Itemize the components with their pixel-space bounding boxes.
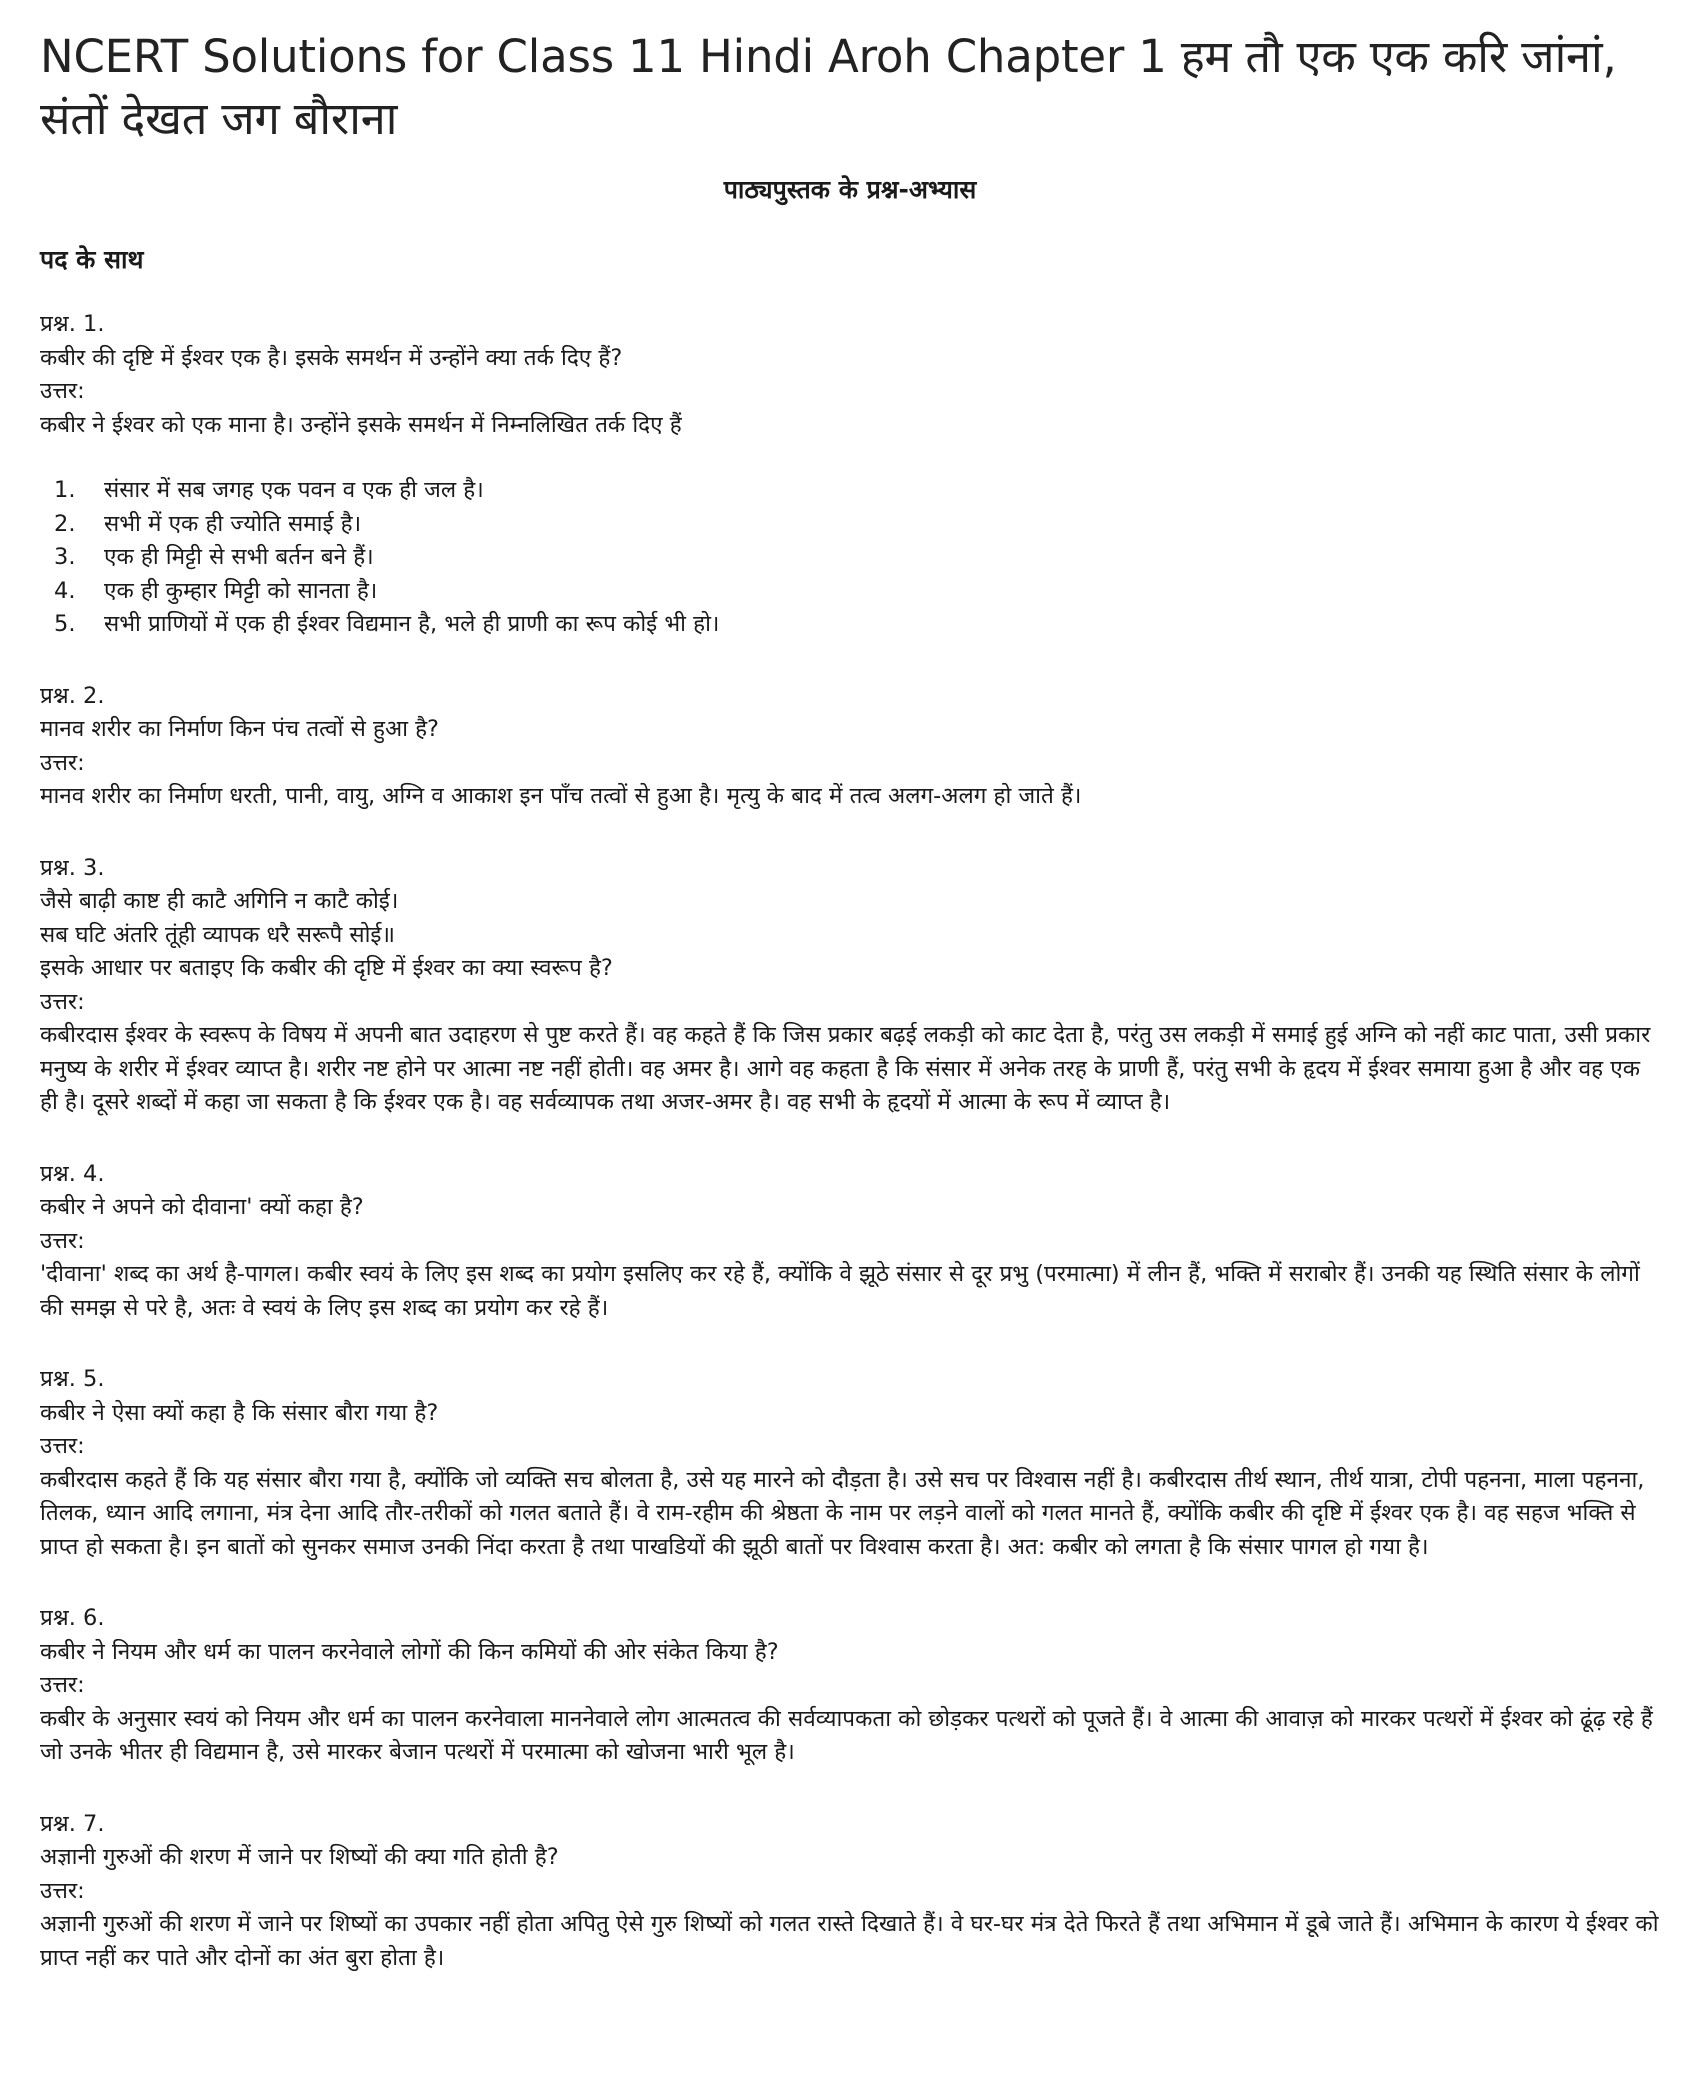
list-item (40, 508, 1660, 542)
question-label: प्रश्न. 3. (40, 854, 105, 881)
list-item-text: एक ही कुम्हार मिट्टी को सानता है। (104, 577, 378, 604)
list-item-text: सभी में एक ही ज्योति समाई है। (104, 510, 362, 537)
list-item (40, 474, 1660, 508)
answer-text: कबीरदास ईश्वर के स्वरूप के विषय में अपनी बात उदाहरण से पुष्ट करते हैं। वह कहते हैं कि जिस प्रकार बढ़ई लकड़ी को काट देता है, परंतु उस लकड़ी में समाई हुई अग्नि को नहीं काट पाता, उसी प्रकार मनुष्य के शरीर में ईश्वर व्याप्त है। शरीर नष्ट होने पर आत्मा नष्ट नहीं होती। वह अमर है। आगे वह कहता है कि संसार में अनेक तरह के प्राणी हैं, परंतु सभी के हृदय में ईश्वर समाया हुआ है और वह एक ही है। दूसरे शब्दों में कहा जा सकता है कि ईश्वर एक है। वह सर्वव्यापक तथा अजर-अमर है। वह सभी के हृदयों में आत्मा के रूप में व्याप्त है। (40, 1022, 1651, 1115)
list-item (40, 608, 1660, 642)
verse-line-2: सब घटि अंतरि तूंही व्यापक धरै सरूपै सोई॥ (40, 921, 395, 948)
question-block-3 (40, 852, 1660, 1120)
question-text: मानव शरीर का निर्माण किन पंच तत्वों से हुआ है? (40, 716, 439, 742)
answer-point-list (40, 474, 1660, 642)
verse-line-1: जैसे बाढ़ी काष्ट ही काटै अगिनि न काटै कोई। (40, 888, 399, 914)
question-label: प्रश्न. 2. (40, 682, 105, 709)
question-label: प्रश्न. 5. (40, 1366, 105, 1392)
answer-label: उत्तर: (40, 988, 85, 1015)
question-label: प्रश्न. 6. (40, 1605, 105, 1631)
list-item (40, 541, 1660, 575)
question-text: कबीर ने अपने को दीवाना' क्यों कहा है? (40, 1194, 364, 1220)
answer-label: उत्तर: (40, 378, 85, 404)
question-text: अज्ञानी गुरुओं की शरण में जाने पर शिष्यों की क्या गति होती है? (40, 1844, 559, 1870)
list-item-number: 5. (54, 611, 76, 637)
page-subtitle: पाठ्यपुस्तक के प्रश्न-अभ्यास (723, 175, 977, 204)
list-item-text: सभी प्राणियों में एक ही ईश्वर विद्यमान है, भले ही प्राणी का रूप कोई भी हो। (104, 611, 720, 637)
answer-label: उत्तर: (40, 1227, 85, 1254)
answer-label: उत्तर: (40, 1877, 85, 1904)
answer-text: कबीर ने ईश्वर को एक माना है। उन्होंने इसके समर्थन में निम्नलिखित तर्क दिए हैं (40, 411, 682, 438)
question-label: प्रश्न. 4. (40, 1160, 105, 1187)
question-label: प्रश्न. 1. (40, 311, 105, 337)
question-text: कबीर की दृष्टि में ईश्वर एक है। इसके समर्थन में उन्होंने क्या तर्क दिए हैं? (40, 344, 623, 371)
list-item-number: 4. (54, 577, 76, 604)
answer-label: उत्तर: (40, 749, 85, 776)
answer-label: उत्तर: (40, 1433, 85, 1459)
question-block-5 (40, 1363, 1660, 1564)
question-block-1 (40, 308, 1660, 642)
answer-text: 'दीवाना' शब्द का अर्थ है-पागल। कबीर स्वयं के लिए इस शब्द का प्रयोग इसलिए कर रहे हैं, क्योंकि वे झूठे संसार से दूर प्रभु (परमात्मा) में लीन हैं, भक्ति में सराबोर हैं। उनकी यह स्थिति संसार के लोगों की समझ से परे है, अतः वे स्वयं के लिए इस शब्द का प्रयोग कर रहे हैं। (40, 1261, 1640, 1321)
question-text: कबीर ने ऐसा क्यों कहा है कि संसार बौरा गया है? (40, 1399, 439, 1426)
answer-label: उत्तर: (40, 1672, 85, 1698)
list-item-text: एक ही मिट्टी से सभी बर्तन बने हैं। (104, 544, 374, 570)
question-label: प्रश्न. 7. (40, 1810, 105, 1837)
list-item-number: 3. (54, 544, 76, 570)
page-title: NCERT Solutions for Class 11 Hindi Aroh Chapter 1 हम तौ एक एक करि जांनां, संतों देखत जग बौराना (40, 30, 1617, 145)
list-item-number: 1. (54, 477, 76, 503)
question-block-7 (40, 1808, 1660, 1976)
question-text: इसके आधार पर बताइए कि कबीर की दृष्टि में ईश्वर का क्या स्वरूप है? (40, 955, 613, 981)
answer-text: अज्ञानी गुरुओं की शरण में जाने पर शिष्यों का उपकार नहीं होता अपितु ऐसे गुरु शिष्यों को गलत रास्ते दिखाते हैं। वे घर-घर मंत्र देते फिरते हैं तथा अभिमान में डूबे जाते हैं। अभिमान के कारण ये ईश्वर को प्राप्त नहीं कर पाते और दोनों का अंत बुरा होता है। (40, 1911, 1659, 1971)
section-heading: पद के साथ (40, 245, 144, 274)
answer-text: मानव शरीर का निर्माण धरती, पानी, वायु, अग्नि व आकाश इन पाँच तत्वों से हुआ है। मृत्यु के बाद में तत्व अलग-अलग हो जाते हैं। (40, 783, 1082, 809)
list-item (40, 575, 1660, 609)
list-item-number: 2. (54, 510, 76, 537)
question-text: कबीर ने नियम और धर्म का पालन करनेवाले लोगों की किन कमियों की ओर संकेत किया है? (40, 1638, 779, 1665)
answer-text: कबीर के अनुसार स्वयं को नियम और धर्म का पालन करनेवाला माननेवाले लोग आत्मतत्व की सर्वव्यापकता को छोड़कर पत्थरों को पूजते हैं। वे आत्मा की आवाज़ को मारकर पत्थरों में ईश्वर को ढूंढ़ रहे हैं जो उनके भीतर ही विद्यमान है, उसे मारकर बेजान पत्थरों में परमात्मा को खोजना भारी भूल है। (40, 1705, 1653, 1765)
question-block-6 (40, 1602, 1660, 1770)
question-block-4 (40, 1158, 1660, 1326)
answer-text: कबीरदास कहते हैं कि यह संसार बौरा गया है, क्योंकि जो व्यक्ति सच बोलता है, उसे यह मारने को दौड़ता है। उसे सच पर विश्वास नहीं है। कबीरदास तीर्थ स्थान, तीर्थ यात्रा, टोपी पहनना, माला पहनना, तिलक, ध्यान आदि लगाना, मंत्र देना आदि तौर-तरीकों को गलत बताते हैं। वे राम-रहीम की श्रेष्ठता के नाम पर लड़ने वालों को गलत मानते हैं, क्योंकि कबीर की दृष्टि में ईश्वर एक है। वह सहज भक्ति से प्राप्त हो सकता है। इन बातों को सुनकर समाज उनकी निंदा करता है तथा पाखडियों की झूठी बातों पर विश्वास करता है। अत: कबीर को लगता है कि संसार पागल हो गया है। (40, 1466, 1645, 1560)
list-item-text: संसार में सब जगह एक पवन व एक ही जल है। (104, 477, 484, 503)
question-block-2 (40, 680, 1660, 814)
